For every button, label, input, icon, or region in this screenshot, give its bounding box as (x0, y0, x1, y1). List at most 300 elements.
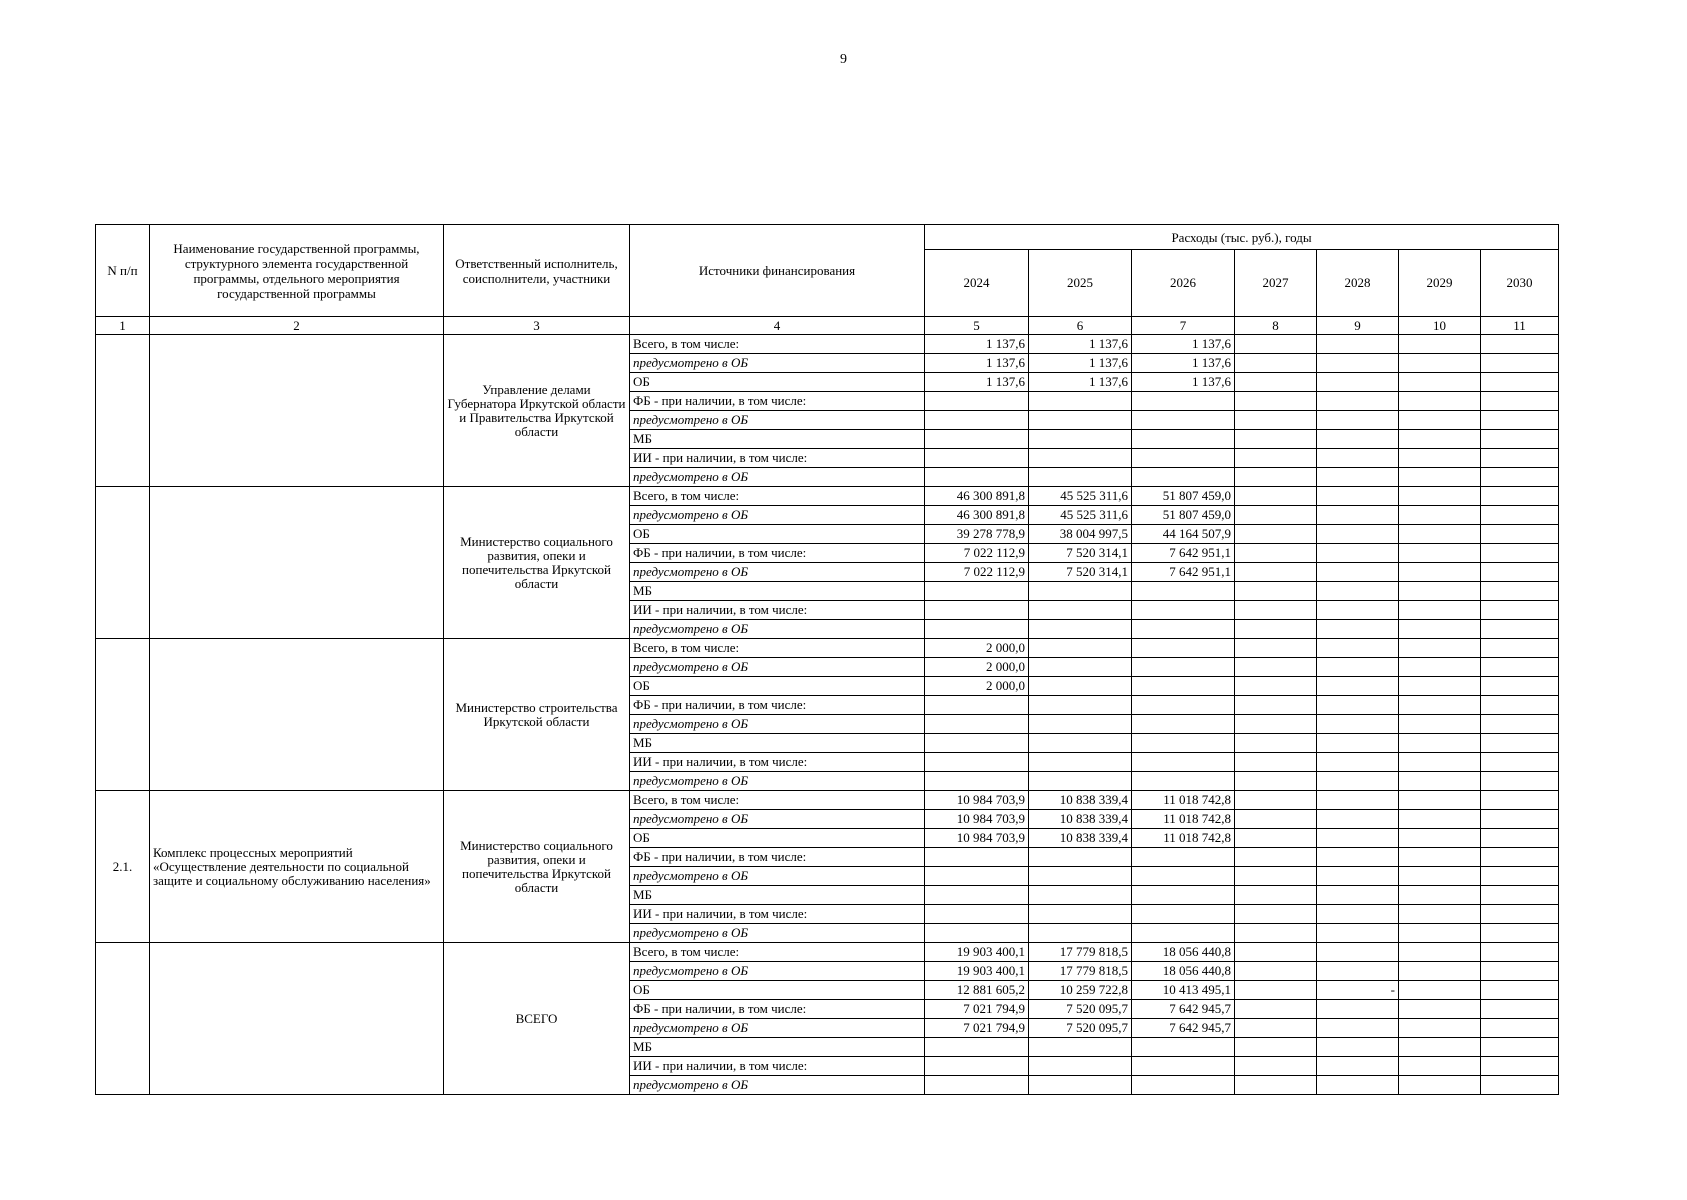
expense-value (1235, 525, 1317, 544)
expense-value (1317, 544, 1399, 563)
expense-value: 17 779 818,5 (1029, 962, 1132, 981)
expense-value (1235, 544, 1317, 563)
expense-value: 11 018 742,8 (1132, 791, 1235, 810)
funding-source: Всего, в том числе: (630, 639, 925, 658)
expense-value (925, 411, 1029, 430)
expense-value (1481, 867, 1559, 886)
expense-value (1399, 1019, 1481, 1038)
expense-value (1317, 354, 1399, 373)
expense-value (1132, 886, 1235, 905)
column-number: 3 (444, 317, 630, 335)
funding-source: предусмотрено в ОБ (630, 772, 925, 791)
expense-value (1481, 677, 1559, 696)
program-name (150, 335, 444, 487)
funding-source: предусмотрено в ОБ (630, 354, 925, 373)
expense-value (1481, 1038, 1559, 1057)
expense-value (925, 1076, 1029, 1095)
expense-value (1481, 487, 1559, 506)
expense-value (925, 1038, 1029, 1057)
expense-value (1029, 430, 1132, 449)
expense-value (1132, 772, 1235, 791)
expense-value: 2 000,0 (925, 639, 1029, 658)
expense-value (1399, 810, 1481, 829)
expense-value (1317, 658, 1399, 677)
expense-value (1481, 468, 1559, 487)
column-number: 1 (96, 317, 150, 335)
expense-value (1399, 734, 1481, 753)
expense-value (1399, 943, 1481, 962)
header-year: 2030 (1481, 250, 1559, 317)
expense-value (1399, 981, 1481, 1000)
expense-value (1235, 449, 1317, 468)
expense-value (1481, 791, 1559, 810)
expense-value (1132, 468, 1235, 487)
expense-value (1235, 601, 1317, 620)
expense-value (1399, 544, 1481, 563)
expense-value (1132, 582, 1235, 601)
table-row (96, 791, 1559, 810)
expense-value: 7 642 951,1 (1132, 544, 1235, 563)
expense-value (1132, 1057, 1235, 1076)
column-number: 2 (150, 317, 444, 335)
expense-value: 7 022 112,9 (925, 563, 1029, 582)
expense-value (1399, 563, 1481, 582)
expense-value (1235, 430, 1317, 449)
expense-value (1317, 639, 1399, 658)
expense-value (1317, 696, 1399, 715)
expense-value (1317, 1019, 1399, 1038)
column-number: 5 (925, 317, 1029, 335)
expense-value (925, 582, 1029, 601)
expense-value (1317, 886, 1399, 905)
expense-value (1317, 924, 1399, 943)
expense-value (1317, 753, 1399, 772)
column-number: 4 (630, 317, 925, 335)
expense-value (1317, 1038, 1399, 1057)
expense-value (1235, 411, 1317, 430)
expense-value: 46 300 891,8 (925, 506, 1029, 525)
expense-value (1029, 449, 1132, 468)
funding-source: предусмотрено в ОБ (630, 620, 925, 639)
header-number: N п/п (96, 225, 150, 317)
funding-source: ФБ - при наличии, в том числе: (630, 848, 925, 867)
expense-value: 11 018 742,8 (1132, 810, 1235, 829)
expense-value (1317, 791, 1399, 810)
expense-value (925, 601, 1029, 620)
expense-value (1235, 582, 1317, 601)
funding-source: предусмотрено в ОБ (630, 715, 925, 734)
expense-value (925, 468, 1029, 487)
expense-value (1029, 867, 1132, 886)
expense-value (1235, 354, 1317, 373)
expense-value (1481, 639, 1559, 658)
expense-value (1132, 639, 1235, 658)
expense-value (1317, 563, 1399, 582)
expense-value (1317, 373, 1399, 392)
funding-source: ФБ - при наличии, в том числе: (630, 544, 925, 563)
funding-source: ИИ - при наличии, в том числе: (630, 753, 925, 772)
expense-value (1317, 715, 1399, 734)
expense-value (1481, 848, 1559, 867)
expense-value: 45 525 311,6 (1029, 487, 1132, 506)
expense-value (1481, 411, 1559, 430)
expense-value (1029, 411, 1132, 430)
expense-value: 17 779 818,5 (1029, 943, 1132, 962)
expense-value (1399, 753, 1481, 772)
expense-value (1029, 696, 1132, 715)
expense-value: 7 021 794,9 (925, 1019, 1029, 1038)
expense-value (1399, 620, 1481, 639)
expense-value (1317, 943, 1399, 962)
expense-value (1235, 1057, 1317, 1076)
expense-value (1029, 601, 1132, 620)
expense-value (1029, 1038, 1132, 1057)
expense-value: 18 056 440,8 (1132, 943, 1235, 962)
expense-value (1399, 639, 1481, 658)
expense-value (1399, 506, 1481, 525)
funding-source: ФБ - при наличии, в том числе: (630, 696, 925, 715)
expense-value (1029, 848, 1132, 867)
expense-value (1399, 696, 1481, 715)
expense-value (1235, 335, 1317, 354)
expense-value: 12 881 605,2 (925, 981, 1029, 1000)
expense-value (1317, 810, 1399, 829)
header-row (96, 225, 1559, 250)
expense-value (925, 772, 1029, 791)
expense-value (1481, 563, 1559, 582)
table-body (96, 335, 1559, 1095)
expense-value (1481, 905, 1559, 924)
executor: Министерство социального развития, опеки и попечительства Иркутской области (444, 791, 630, 943)
expense-value: - (1317, 981, 1399, 1000)
expense-value: 7 022 112,9 (925, 544, 1029, 563)
expense-value (1481, 962, 1559, 981)
expense-value (1317, 411, 1399, 430)
expense-value (1132, 1076, 1235, 1095)
item-number (96, 639, 150, 791)
expense-value: 2 000,0 (925, 677, 1029, 696)
header-year: 2027 (1235, 250, 1317, 317)
expense-value (1235, 639, 1317, 658)
expense-value (1132, 924, 1235, 943)
expense-value (1317, 487, 1399, 506)
funding-source: Всего, в том числе: (630, 487, 925, 506)
expense-value (1481, 620, 1559, 639)
expense-value: 19 903 400,1 (925, 962, 1029, 981)
expense-value (1317, 848, 1399, 867)
expense-value (1481, 1076, 1559, 1095)
expense-value: 45 525 311,6 (1029, 506, 1132, 525)
expense-value (1399, 1076, 1481, 1095)
funding-source: предусмотрено в ОБ (630, 924, 925, 943)
expense-value: 51 807 459,0 (1132, 487, 1235, 506)
expense-value (1481, 943, 1559, 962)
expense-value (1235, 392, 1317, 411)
funding-source: ОБ (630, 677, 925, 696)
expense-value: 10 984 703,9 (925, 829, 1029, 848)
table-row (96, 335, 1559, 354)
expense-value (1481, 658, 1559, 677)
column-number: 9 (1317, 317, 1399, 335)
expense-value (1235, 867, 1317, 886)
expense-value (1132, 620, 1235, 639)
expense-value: 7 642 945,7 (1132, 1000, 1235, 1019)
expense-value: 1 137,6 (1132, 354, 1235, 373)
expense-value (1481, 696, 1559, 715)
expense-value (1399, 468, 1481, 487)
funding-source: МБ (630, 582, 925, 601)
expense-value (1235, 753, 1317, 772)
expense-value (1132, 392, 1235, 411)
expense-value (1481, 544, 1559, 563)
expense-value: 7 520 314,1 (1029, 563, 1132, 582)
expense-value (1399, 829, 1481, 848)
executor: Министерство социального развития, опеки и попечительства Иркутской области (444, 487, 630, 639)
expense-value (1399, 449, 1481, 468)
expense-value (925, 715, 1029, 734)
expense-value (1132, 411, 1235, 430)
expense-value (1235, 487, 1317, 506)
expense-value (1317, 677, 1399, 696)
expense-value (1235, 1019, 1317, 1038)
expense-value (1399, 335, 1481, 354)
expense-value: 11 018 742,8 (1132, 829, 1235, 848)
funding-source: ОБ (630, 829, 925, 848)
header-year: 2026 (1132, 250, 1235, 317)
expense-value (1481, 392, 1559, 411)
expense-value (1029, 734, 1132, 753)
expense-value (1132, 1038, 1235, 1057)
expense-value: 7 642 945,7 (1132, 1019, 1235, 1038)
program-name: Комплекс процессных мероприятий «Осуществление деятельности по социальной защите и социальному обслуживанию населения» (150, 791, 444, 943)
expense-value (1235, 506, 1317, 525)
expense-value (1317, 1057, 1399, 1076)
funding-source: МБ (630, 886, 925, 905)
expense-value: 10 838 339,4 (1029, 791, 1132, 810)
expense-value: 1 137,6 (925, 354, 1029, 373)
funding-source: ИИ - при наличии, в том числе: (630, 905, 925, 924)
expense-value: 1 137,6 (1029, 335, 1132, 354)
expense-value (1481, 525, 1559, 544)
funding-source: МБ (630, 734, 925, 753)
expense-value (1317, 468, 1399, 487)
expense-value (1235, 563, 1317, 582)
expense-value (1317, 392, 1399, 411)
expense-value (1317, 867, 1399, 886)
expense-value (925, 734, 1029, 753)
expense-value (1481, 810, 1559, 829)
expense-value (1029, 715, 1132, 734)
expense-value: 38 004 997,5 (1029, 525, 1132, 544)
expense-value (1481, 715, 1559, 734)
expense-value (925, 392, 1029, 411)
expense-value (1399, 962, 1481, 981)
expense-value: 19 903 400,1 (925, 943, 1029, 962)
expense-value (1029, 1057, 1132, 1076)
executor: ВСЕГО (444, 943, 630, 1095)
expense-value: 1 137,6 (1029, 373, 1132, 392)
column-number: 6 (1029, 317, 1132, 335)
expense-value (1399, 1000, 1481, 1019)
executor: Управление делами Губернатора Иркутской области и Правительства Иркутской области (444, 335, 630, 487)
expense-value: 39 278 778,9 (925, 525, 1029, 544)
expense-value: 51 807 459,0 (1132, 506, 1235, 525)
expense-value: 44 164 507,9 (1132, 525, 1235, 544)
expense-value (1317, 1000, 1399, 1019)
expense-value (1132, 753, 1235, 772)
expense-value (1235, 848, 1317, 867)
table-row (96, 487, 1559, 506)
expense-value: 7 520 095,7 (1029, 1019, 1132, 1038)
expense-value: 10 413 495,1 (1132, 981, 1235, 1000)
expense-value (1029, 886, 1132, 905)
expense-value (1317, 449, 1399, 468)
expense-value: 1 137,6 (1132, 335, 1235, 354)
expense-value (1029, 924, 1132, 943)
expense-value (1235, 829, 1317, 848)
expense-value (1481, 924, 1559, 943)
program-name (150, 943, 444, 1095)
expense-value (1399, 582, 1481, 601)
expense-value (1235, 772, 1317, 791)
expense-value (1481, 753, 1559, 772)
funding-source: ОБ (630, 373, 925, 392)
expense-value (1399, 373, 1481, 392)
expense-value (925, 924, 1029, 943)
expense-value (1029, 468, 1132, 487)
expense-value (1399, 715, 1481, 734)
funding-source: предусмотрено в ОБ (630, 810, 925, 829)
expense-value: 7 520 314,1 (1029, 544, 1132, 563)
header-executor: Ответственный исполнитель, соисполнители, участники (444, 225, 630, 317)
expense-value (1399, 658, 1481, 677)
expense-value (1481, 430, 1559, 449)
funding-source: МБ (630, 430, 925, 449)
expense-value: 10 984 703,9 (925, 810, 1029, 829)
expense-value (1235, 468, 1317, 487)
expense-value: 7 520 095,7 (1029, 1000, 1132, 1019)
expense-value (1029, 677, 1132, 696)
expense-value (1481, 335, 1559, 354)
funding-source: предусмотрено в ОБ (630, 468, 925, 487)
expense-value: 1 137,6 (1029, 354, 1132, 373)
expense-value: 7 021 794,9 (925, 1000, 1029, 1019)
header-year: 2029 (1399, 250, 1481, 317)
expense-value: 2 000,0 (925, 658, 1029, 677)
expense-value (1399, 677, 1481, 696)
expense-value (1132, 677, 1235, 696)
expense-value (1235, 810, 1317, 829)
expense-value (1132, 848, 1235, 867)
expense-value (1399, 411, 1481, 430)
expense-value (1029, 905, 1132, 924)
funding-source: предусмотрено в ОБ (630, 962, 925, 981)
table-row (96, 943, 1559, 962)
expense-value (925, 1057, 1029, 1076)
expense-value (1235, 677, 1317, 696)
budget-table (95, 224, 1559, 1095)
expense-value (1317, 525, 1399, 544)
expense-value (1029, 582, 1132, 601)
expense-value (925, 430, 1029, 449)
expense-value (1317, 905, 1399, 924)
expense-value (1029, 772, 1132, 791)
expense-value (925, 696, 1029, 715)
expense-value (1481, 829, 1559, 848)
funding-source: предусмотрено в ОБ (630, 506, 925, 525)
column-numbers-row (96, 317, 1559, 335)
expense-value (1481, 449, 1559, 468)
expense-value: 10 838 339,4 (1029, 810, 1132, 829)
expense-value (1481, 506, 1559, 525)
expense-value (1132, 430, 1235, 449)
table-row (96, 639, 1559, 658)
expense-value (1235, 1038, 1317, 1057)
funding-source: предусмотрено в ОБ (630, 1019, 925, 1038)
header-year: 2024 (925, 250, 1029, 317)
expense-value (1317, 506, 1399, 525)
expense-value (1481, 373, 1559, 392)
expense-value (1235, 734, 1317, 753)
column-number: 7 (1132, 317, 1235, 335)
funding-source: ОБ (630, 525, 925, 544)
expense-value (1481, 582, 1559, 601)
expense-value (1235, 924, 1317, 943)
expense-value (1399, 772, 1481, 791)
expense-value (925, 886, 1029, 905)
funding-source: ИИ - при наличии, в том числе: (630, 449, 925, 468)
expense-value (1399, 791, 1481, 810)
expense-value: 10 259 722,8 (1029, 981, 1132, 1000)
expense-value (925, 449, 1029, 468)
expense-value (1317, 335, 1399, 354)
expense-value (1235, 905, 1317, 924)
expense-value (1235, 715, 1317, 734)
expense-value (1132, 867, 1235, 886)
expense-value (1481, 601, 1559, 620)
expense-value (1029, 753, 1132, 772)
expense-value (1132, 658, 1235, 677)
expense-value (1235, 620, 1317, 639)
expense-value (1481, 1000, 1559, 1019)
executor: Министерство строительства Иркутской области (444, 639, 630, 791)
expense-value (1399, 886, 1481, 905)
expense-value (925, 867, 1029, 886)
funding-source: Всего, в том числе: (630, 335, 925, 354)
expense-value (1399, 354, 1481, 373)
header-sources: Источники финансирования (630, 225, 925, 317)
expense-value (1399, 487, 1481, 506)
item-number (96, 335, 150, 487)
expense-value (1235, 696, 1317, 715)
funding-source: ИИ - при наличии, в том числе: (630, 1057, 925, 1076)
funding-source: ФБ - при наличии, в том числе: (630, 1000, 925, 1019)
header-year: 2025 (1029, 250, 1132, 317)
funding-source: предусмотрено в ОБ (630, 658, 925, 677)
expense-value: 1 137,6 (1132, 373, 1235, 392)
funding-source: ОБ (630, 981, 925, 1000)
expense-value (1481, 354, 1559, 373)
expense-value (925, 753, 1029, 772)
funding-source: предусмотрено в ОБ (630, 1076, 925, 1095)
expense-value (1399, 867, 1481, 886)
expense-value (1029, 392, 1132, 411)
expense-value (1317, 772, 1399, 791)
program-name (150, 639, 444, 791)
expense-value (1132, 715, 1235, 734)
expense-value (1132, 449, 1235, 468)
expense-value (1235, 1000, 1317, 1019)
